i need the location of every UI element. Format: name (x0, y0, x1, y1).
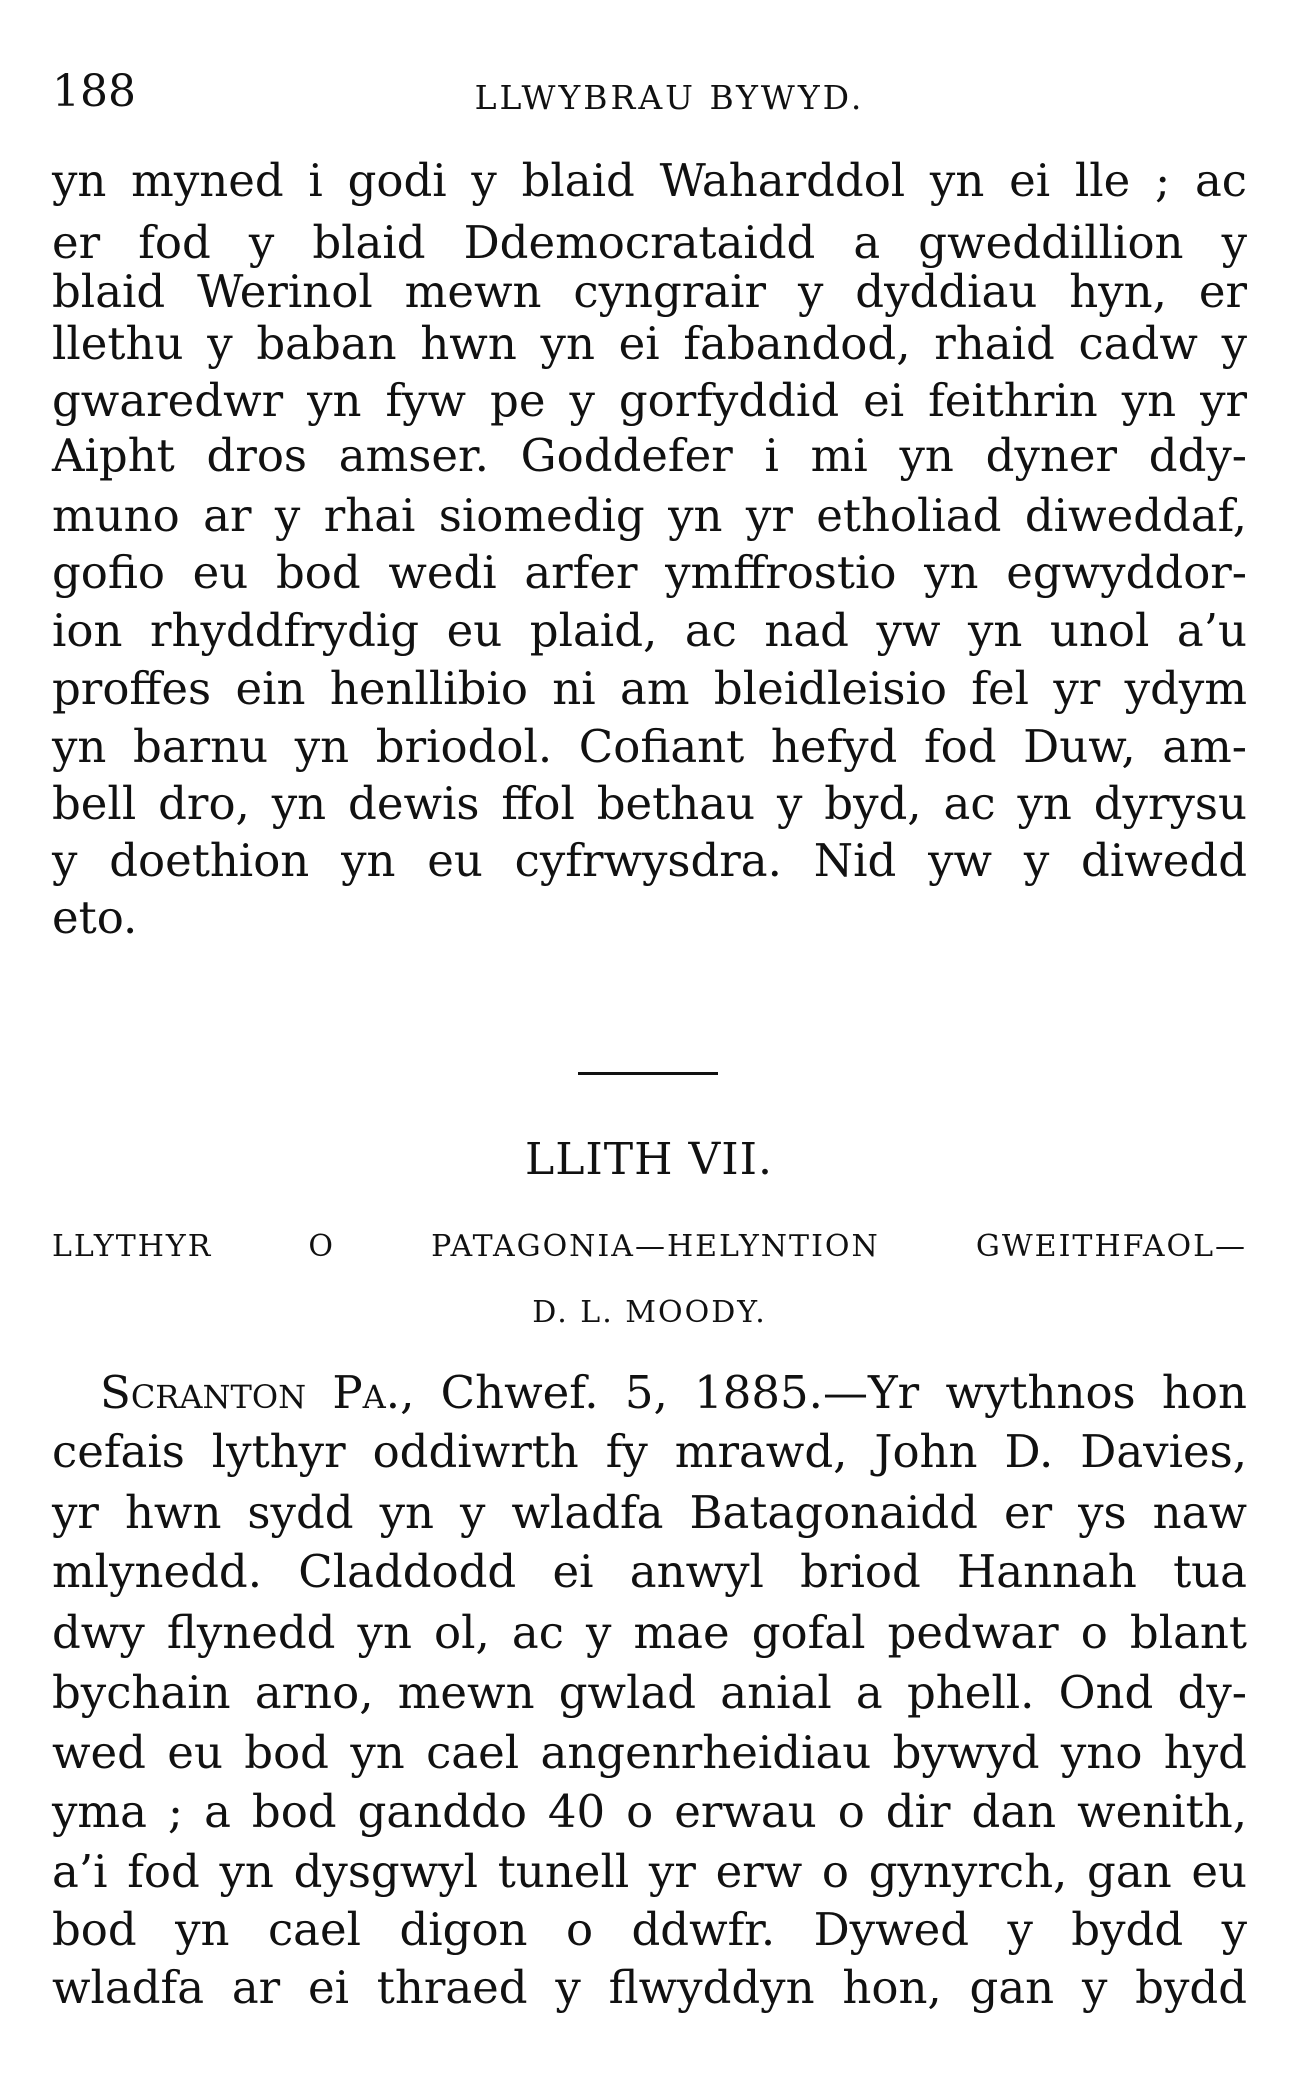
chapter-subtitle: LLYTHYR O PATAGONIA—HELYNTION GWEITHFAOL— (52, 1229, 1247, 1264)
text-line: mlynedd. Claddodd ei anwyl briod Hannah tua (52, 1545, 1247, 1598)
section-divider (578, 1072, 718, 1075)
dateline-rest: Chwef. 5, 1885.—Yr wythnos hon (414, 1366, 1247, 1419)
text-line: llethu y baban hwn yn ei fabandod, rhaid cadw y (52, 317, 1247, 370)
text-line: bod yn cael digon o ddwfr. Dywed y bydd y (52, 1903, 1247, 1956)
running-title: LLWYBRAU BYWYD. (474, 78, 865, 117)
text-line: gwaredwr yn fyw pe y gorfyddid ei feithrin yn yr (52, 374, 1247, 427)
text-line: wed eu bod yn cael angenrheidiau bywyd yno hyd (52, 1726, 1247, 1779)
text-line: proffes ein henllibio ni am bleidleisio fel yr ydym (52, 662, 1247, 715)
dateline-place: Scranton Pa., (100, 1366, 415, 1419)
text-line (100, 1362, 1247, 1424)
text-line: er fod y blaid Ddemocrataidd a gweddillion y (52, 216, 1247, 269)
text-line: yr hwn sydd yn y wladfa Batagonaidd er ys naw (52, 1486, 1247, 1539)
text-line: ion rhyddfrydig eu plaid, ac nad yw yn unol a’u (52, 604, 1247, 657)
chapter-subtitle: D. L. MOODY. (532, 1295, 767, 1330)
text-line: a’i fod yn dysgwyl tunell yr erw o gynyrch, gan eu (52, 1845, 1247, 1898)
text-line: cefais lythyr oddiwrth fy mrawd, John D. Davies, (52, 1425, 1247, 1478)
text-line: muno ar y rhai siomedig yn yr etholiad diweddaf, (52, 489, 1247, 542)
text-line: dwy flynedd yn ol, ac y mae gofal pedwar o blant (52, 1606, 1247, 1659)
text-line: yn barnu yn briodol. Cofiant hefyd fod Duw, am- (52, 720, 1247, 773)
text-line: eto. (52, 891, 138, 944)
text-line: yn myned i godi y blaid Waharddol yn ei lle ; ac (52, 154, 1247, 207)
page-header (52, 62, 1247, 122)
text-line: Aipht dros amser. Goddefer i mi yn dyner ddy- (52, 429, 1247, 482)
chapter-title: LLITH VII. (524, 1134, 774, 1185)
text-line: bychain arno, mewn gwlad anial a phell. Ond dy- (52, 1666, 1247, 1719)
text-line: blaid Werinol mewn cyngrair y dyddiau hyn, er (52, 265, 1247, 318)
text-line: bell dro, yn dewis ffol bethau y byd, ac yn dyrysu (52, 777, 1247, 830)
text-line: yma ; a bod ganddo 40 o erwau o dir dan wenith, (52, 1785, 1247, 1838)
text-line: gofio eu bod wedi arfer ymffrostio yn egwyddor- (52, 546, 1247, 599)
page-number: 188 (52, 66, 136, 117)
text-line: wladfa ar ei thraed y flwyddyn hon, gan y bydd (52, 1961, 1247, 2014)
text-line: y doethion yn eu cyfrwysdra. Nid yw y diwedd (52, 834, 1247, 887)
